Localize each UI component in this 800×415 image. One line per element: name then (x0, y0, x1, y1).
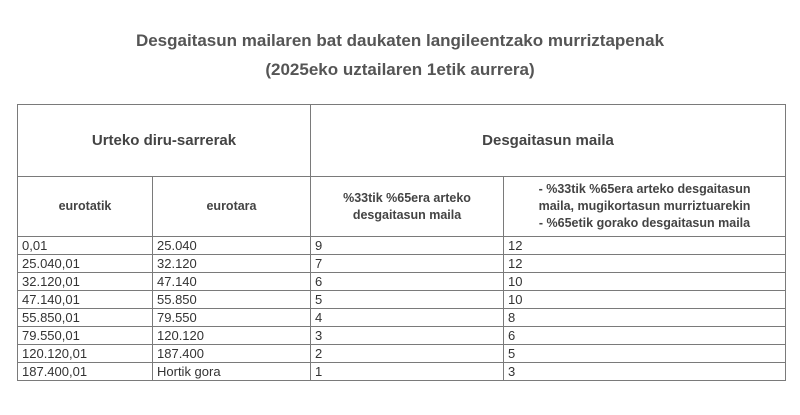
cell-high: 8 (504, 309, 786, 327)
cell-from: 47.140,01 (18, 291, 153, 309)
cell-high: 5 (504, 345, 786, 363)
high-header-line1: - %33tik %65era arteko desgaitasun (538, 182, 751, 196)
cell-high: 12 (504, 255, 786, 273)
cell-from: 55.850,01 (18, 309, 153, 327)
page-subtitle: (2025eko uztailaren 1etik aurrera) (265, 60, 535, 79)
table-row (18, 291, 786, 309)
cell-mid: 7 (311, 255, 504, 273)
table-row (18, 327, 786, 345)
cell-mid: 2 (311, 345, 504, 363)
cell-high: 10 (504, 273, 786, 291)
cell-high: 12 (504, 237, 786, 255)
cell-from: 25.040,01 (18, 255, 153, 273)
cell-high: 6 (504, 327, 786, 345)
cell-to: Hortik gora (153, 363, 311, 381)
page-title: Desgaitasun mailaren bat daukaten langileentzako murriztapenak (135, 31, 665, 50)
cell-mid: 9 (311, 237, 504, 255)
cell-mid: 6 (311, 273, 504, 291)
disability-group-header: Desgaitasun maila (311, 105, 786, 177)
mid-disability-header: %33tik %65era arteko desgaitasun maila (311, 177, 504, 237)
table-row (18, 255, 786, 273)
cell-to: 25.040 (153, 237, 311, 255)
cell-high: 3 (504, 363, 786, 381)
cell-from: 120.120,01 (18, 345, 153, 363)
cell-to: 32.120 (153, 255, 311, 273)
cell-from: 32.120,01 (18, 273, 153, 291)
table-row (18, 363, 786, 381)
cell-to: 120.120 (153, 327, 311, 345)
table-body (18, 237, 786, 381)
cell-to: 55.850 (153, 291, 311, 309)
table-row (18, 273, 786, 291)
cell-mid: 1 (311, 363, 504, 381)
high-header-line3: - %65etik gorako desgaitasun maila (538, 216, 751, 230)
from-header: eurotatik (18, 177, 153, 237)
cell-from: 187.400,01 (18, 363, 153, 381)
cell-to: 47.140 (153, 273, 311, 291)
cell-to: 187.400 (153, 345, 311, 363)
high-disability-header (504, 177, 786, 237)
table-row (18, 237, 786, 255)
cell-from: 0,01 (18, 237, 153, 255)
deductions-table (17, 104, 786, 381)
cell-to: 79.550 (153, 309, 311, 327)
cell-mid: 4 (311, 309, 504, 327)
high-header-line2: maila, mugikortasun murriztuarekin (538, 199, 751, 213)
to-header: eurotara (153, 177, 311, 237)
table-row (18, 309, 786, 327)
cell-high: 10 (504, 291, 786, 309)
cell-mid: 3 (311, 327, 504, 345)
cell-mid: 5 (311, 291, 504, 309)
table-row (18, 345, 786, 363)
cell-from: 79.550,01 (18, 327, 153, 345)
income-group-header: Urteko diru-sarrerak (18, 105, 311, 177)
